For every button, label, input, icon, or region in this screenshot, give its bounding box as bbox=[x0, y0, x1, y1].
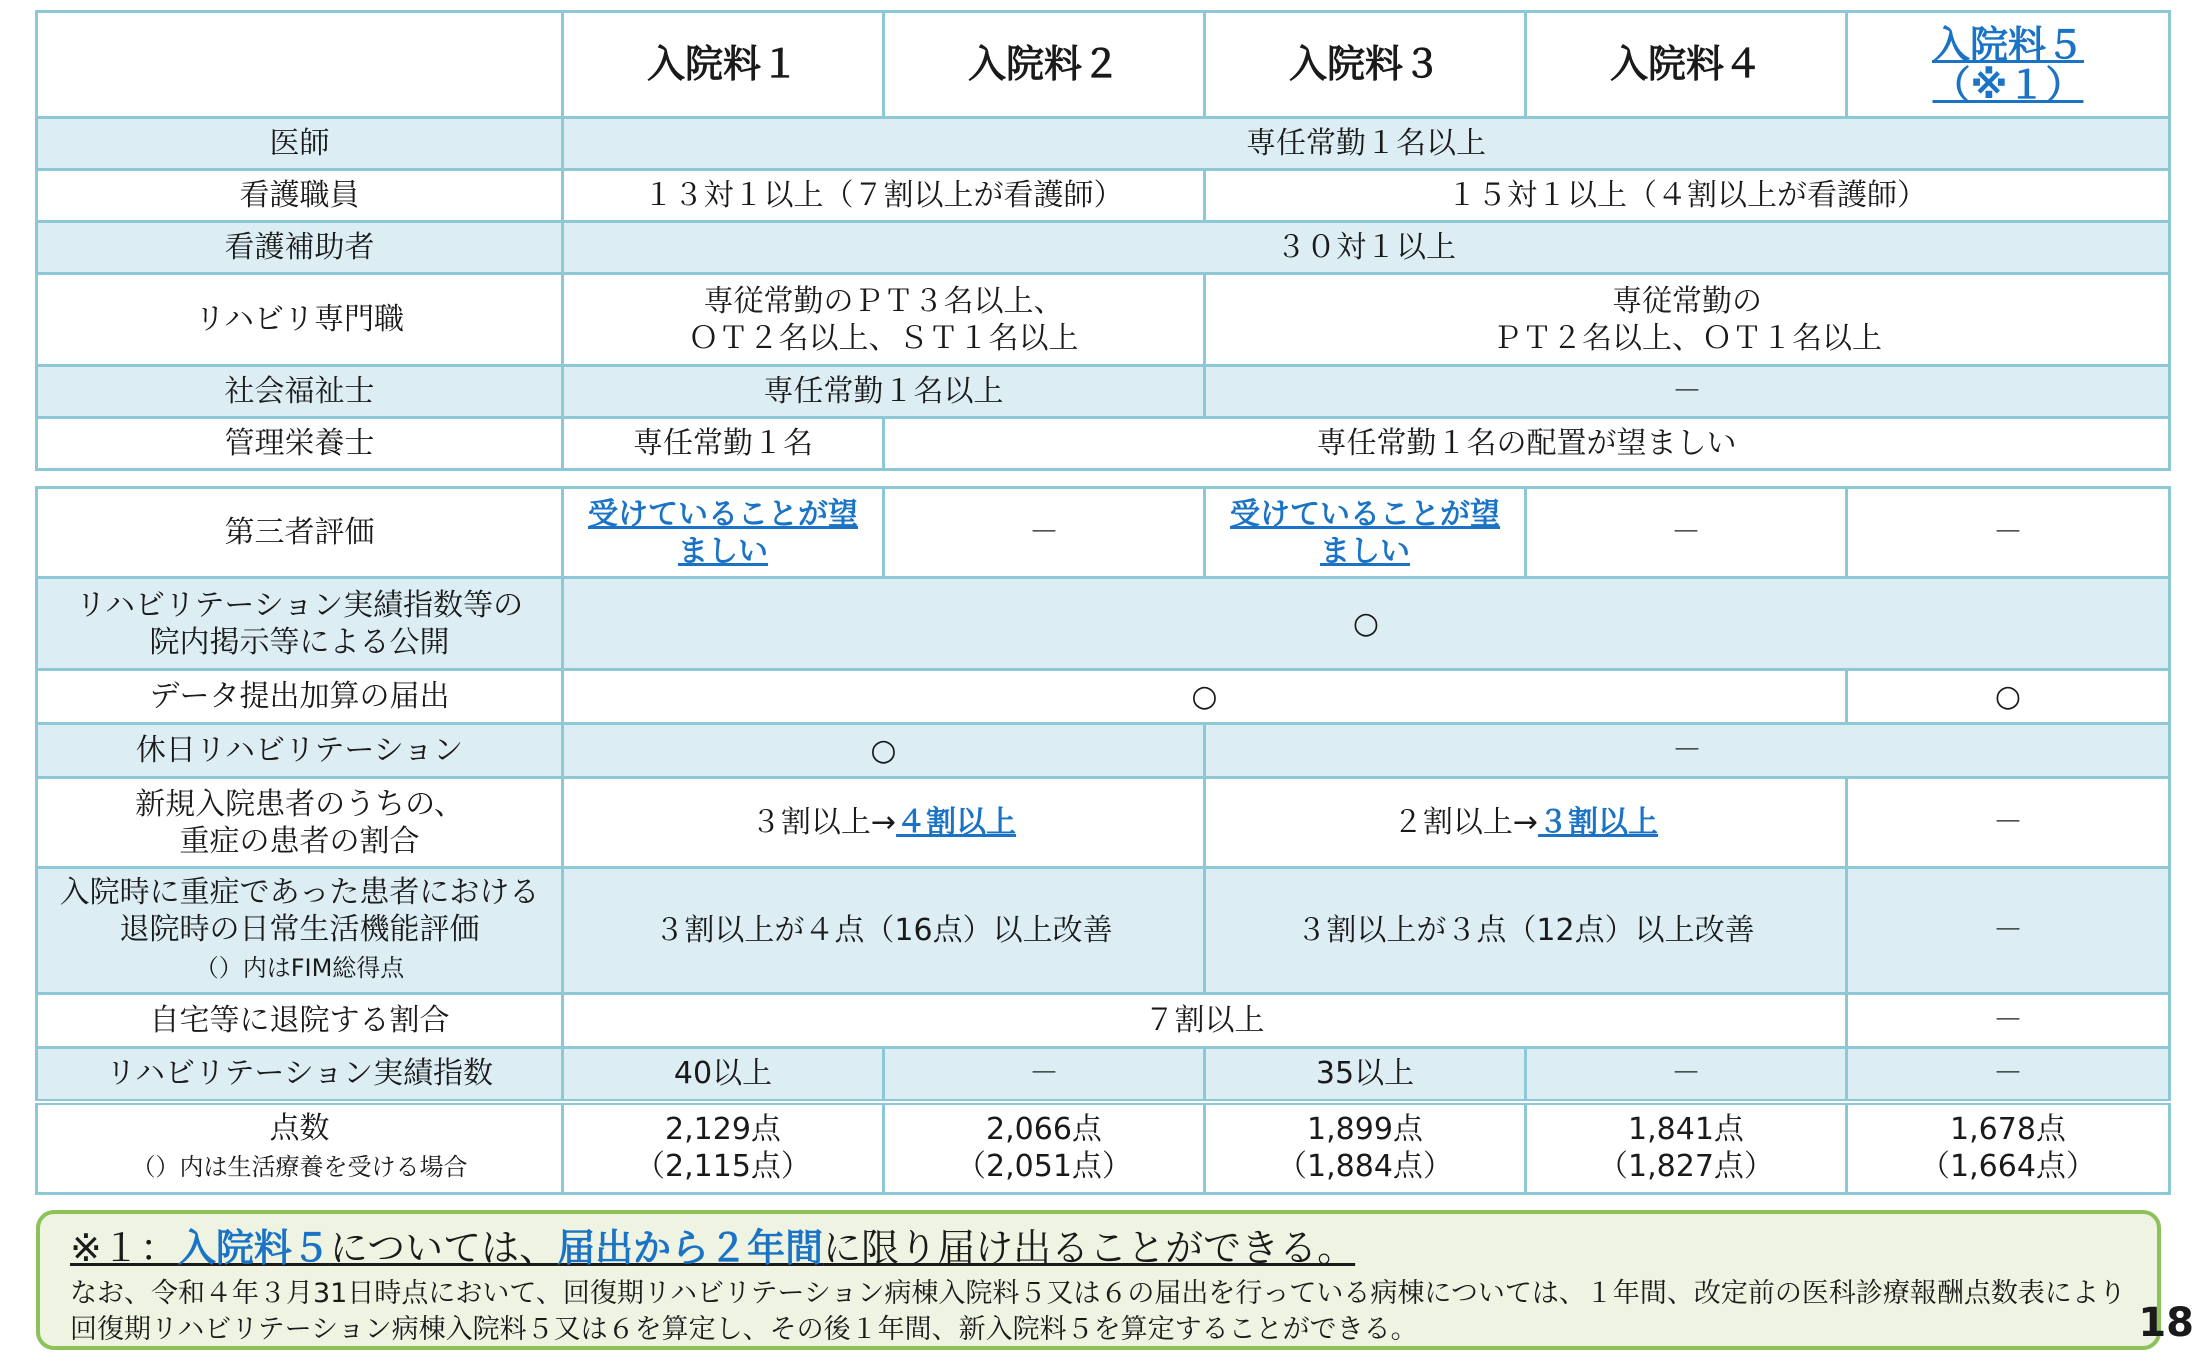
row-data-submission bbox=[37, 670, 2170, 724]
row-label: 第三者評価 bbox=[37, 488, 563, 578]
cell: ３割以上が３点（12点）以上改善 bbox=[1205, 868, 1847, 994]
row-improvement bbox=[37, 868, 2170, 994]
cell: 40以上 bbox=[563, 1048, 884, 1102]
cell: ７割以上 bbox=[563, 994, 1847, 1048]
requirements-table bbox=[35, 486, 2171, 1195]
cell: 専従常勤のＰＴ３名以上、 ＯＴ２名以上、ＳＴ１名以上 bbox=[563, 274, 1205, 366]
row-disclosure bbox=[37, 578, 2170, 670]
footnote-detail: なお、令和４年３月31日時点において、回復期リハビリテーション病棟入院料５又は６の届出を行っている病棟については、１年間、改定前の医科診療報酬点数表により回復期リハビリテーション病棟入院料５又は６を算定し、その後１年間、新入院料５を算定することができる。 bbox=[70, 1278, 2126, 1345]
cell: 受けていることが望 ましい bbox=[563, 488, 884, 578]
cell: ○ bbox=[1847, 670, 2170, 724]
row-label: リハビリテーション実績指数 bbox=[37, 1048, 563, 1102]
row-label: リハビリ専門職 bbox=[37, 274, 563, 366]
cell: － bbox=[1205, 366, 2170, 418]
cell: ２割以上→３割以上 bbox=[1205, 778, 1847, 868]
row-doctor bbox=[37, 118, 2170, 170]
row-dietitian bbox=[37, 418, 2170, 470]
cell: － bbox=[1847, 488, 2170, 578]
header-fee5: 入院料５ （※１） bbox=[1847, 12, 2170, 118]
cell: － bbox=[1205, 724, 2170, 778]
row-label: リハビリテーション実績指数等の 院内掲示等による公開 bbox=[37, 578, 563, 670]
points-cell: 2,129点 （2,115点） bbox=[563, 1102, 884, 1194]
row-rehab-index bbox=[37, 1048, 2170, 1102]
row-label: 入院時に重症であった患者における 退院時の日常生活機能評価 （）内はFIM総得点 bbox=[37, 868, 563, 994]
cell: ３割以上が４点（16点）以上改善 bbox=[563, 868, 1205, 994]
row-label: 看護補助者 bbox=[37, 222, 563, 274]
cell: ○ bbox=[563, 670, 1847, 724]
row-label: データ提出加算の届出 bbox=[37, 670, 563, 724]
cell: ３０対１以上 bbox=[563, 222, 2170, 274]
cell: ○ bbox=[563, 578, 2170, 670]
cell: ○ bbox=[563, 724, 1205, 778]
staffing-table bbox=[35, 10, 2171, 471]
cell: 専従常勤の ＰＴ２名以上、ＯＴ１名以上 bbox=[1205, 274, 2170, 366]
cell: － bbox=[1847, 1048, 2170, 1102]
cell: １５対１以上（４割以上が看護師） bbox=[1205, 170, 2170, 222]
cell: － bbox=[1526, 488, 1847, 578]
header-fee4: 入院料４ bbox=[1526, 12, 1847, 118]
row-rehab-staff bbox=[37, 274, 2170, 366]
cell: － bbox=[1847, 994, 2170, 1048]
cell: － bbox=[884, 1048, 1205, 1102]
page-number: 18 bbox=[2138, 1300, 2194, 1346]
footnote-box bbox=[36, 1210, 2161, 1350]
cell: 専任常勤１名の配置が望ましい bbox=[884, 418, 2170, 470]
cell: 専任常勤１名以上 bbox=[563, 118, 2170, 170]
row-social-worker bbox=[37, 366, 2170, 418]
points-cell: 2,066点 （2,051点） bbox=[884, 1102, 1205, 1194]
header-fee1: 入院料１ bbox=[563, 12, 884, 118]
cell: 専任常勤１名以上 bbox=[563, 366, 1205, 418]
row-holiday-rehab bbox=[37, 724, 2170, 778]
row-label: 社会福祉士 bbox=[37, 366, 563, 418]
row-nurse bbox=[37, 170, 2170, 222]
row-label: 管理栄養士 bbox=[37, 418, 563, 470]
cell: － bbox=[1847, 778, 2170, 868]
header-fee3: 入院料３ bbox=[1205, 12, 1526, 118]
cell: 専任常勤１名 bbox=[563, 418, 884, 470]
header-blank bbox=[37, 12, 563, 118]
points-cell: 1,899点 （1,884点） bbox=[1205, 1102, 1526, 1194]
cell: 受けていることが望 ましい bbox=[1205, 488, 1526, 578]
points-cell: 1,678点 （1,664点） bbox=[1847, 1102, 2170, 1194]
cell: １３対１以上（７割以上が看護師） bbox=[563, 170, 1205, 222]
cell: － bbox=[884, 488, 1205, 578]
row-aide bbox=[37, 222, 2170, 274]
row-points bbox=[37, 1102, 2170, 1194]
cell: － bbox=[1526, 1048, 1847, 1102]
row-home-discharge bbox=[37, 994, 2170, 1048]
points-cell: 1,841点 （1,827点） bbox=[1526, 1102, 1847, 1194]
row-third-party-eval bbox=[37, 488, 2170, 578]
row-label: 看護職員 bbox=[37, 170, 563, 222]
row-label: 点数 （）内は生活療養を受ける場合 bbox=[37, 1102, 563, 1194]
footnote-main: ※１：入院料５については、届出から２年間に限り届け出ることができる。 bbox=[70, 1226, 1356, 1270]
row-severe-ratio bbox=[37, 778, 2170, 868]
row-label: 自宅等に退院する割合 bbox=[37, 994, 563, 1048]
cell: － bbox=[1847, 868, 2170, 994]
cell: 35以上 bbox=[1205, 1048, 1526, 1102]
row-label: 新規入院患者のうちの、 重症の患者の割合 bbox=[37, 778, 563, 868]
cell: ３割以上→４割以上 bbox=[563, 778, 1205, 868]
header-fee2: 入院料２ bbox=[884, 12, 1205, 118]
row-label: 休日リハビリテーション bbox=[37, 724, 563, 778]
row-label: 医師 bbox=[37, 118, 563, 170]
